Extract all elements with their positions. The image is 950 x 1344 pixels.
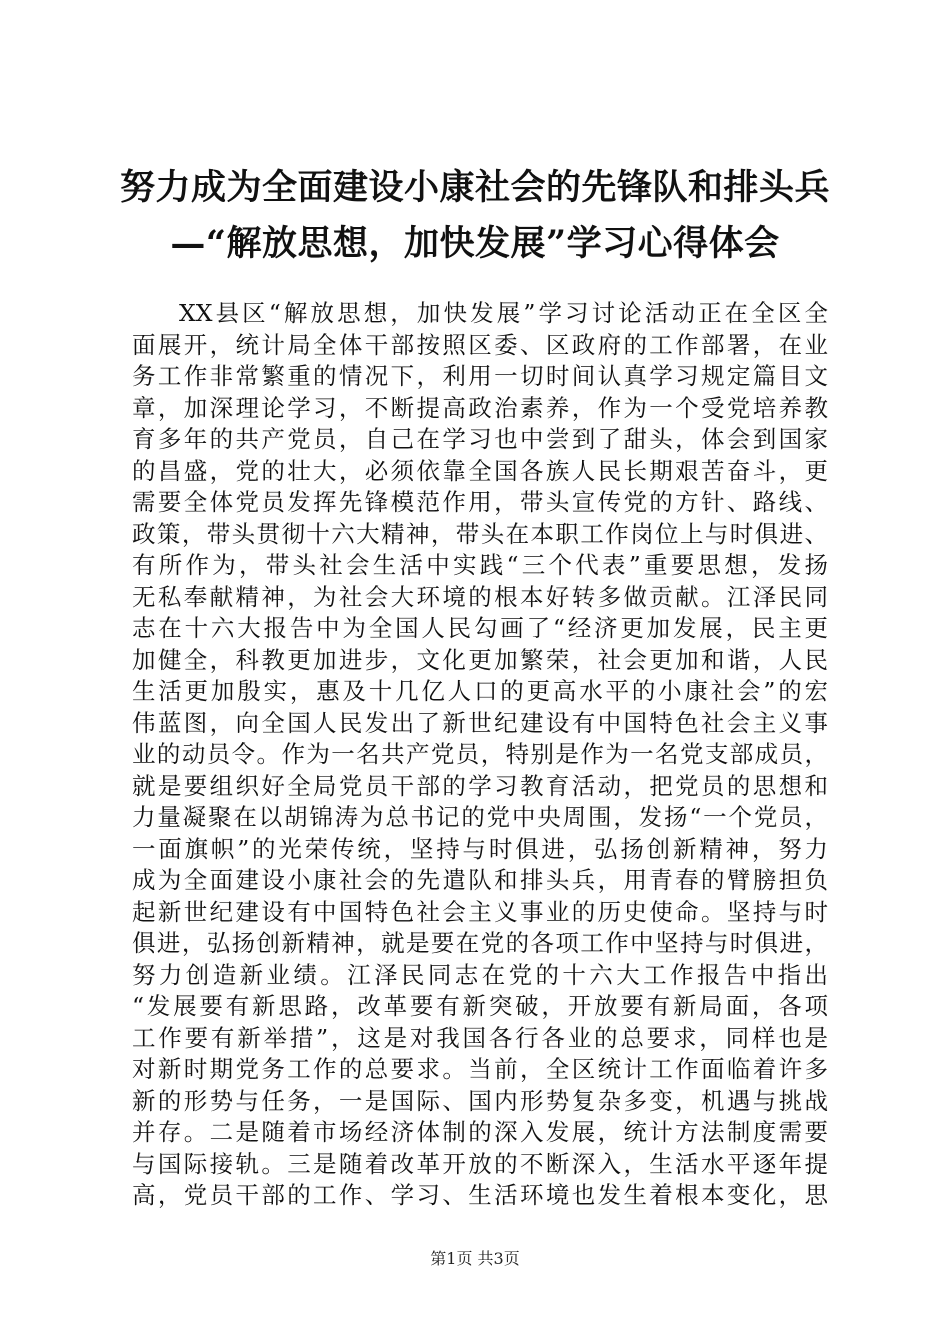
body-line: 面展开，统计局全体干部按照区委、区政府的工作部署，在业 xyxy=(132,330,828,359)
body-line: 政策，带头贯彻十六大精神，带头在本职工作岗位上与时俱进、 xyxy=(132,519,828,548)
body-line: 的昌盛，党的壮大，必须依靠全国各族人民长期艰苦奋斗，更 xyxy=(132,456,828,485)
title-line-main: 努力成为全面建设小康社会的先锋队和排头兵 xyxy=(120,167,831,208)
body-line: 业的动员令。作为一名共产党员，特别是作为一名党支部成员， xyxy=(132,740,828,768)
body-line: 就是要组织好全局党员干部的学习教育活动，把党员的思想和 xyxy=(132,771,828,800)
body-line: 需要全体党员发挥先锋模范作用，带头宣传党的方针、路线、 xyxy=(132,488,828,516)
body-line: 新的形势与任务，一是国际、国内形势复杂多变，机遇与挑战 xyxy=(132,1086,828,1115)
body-line: 力量凝聚在以胡锦涛为总书记的党中央周围，发扬“一个党员， xyxy=(132,803,828,831)
body-line: 育多年的共产党员，自己在学习也中尝到了甜头，体会到国家 xyxy=(132,425,828,453)
body-line: 高，党员干部的工作、学习、生活环境也发生着根本变化，思 xyxy=(132,1181,828,1209)
body-line: 无私奉献精神，为社会大环境的根本好转多做贡献。江泽民同 xyxy=(132,582,828,611)
body-line: 一面旗帜”的光荣传统，坚持与时俱进，弘扬创新精神，努力 xyxy=(132,834,828,863)
body-line: 有所作为，带头社会生活中实践“三个代表”重要思想，发扬 xyxy=(132,551,828,579)
body-line: 伟蓝图，向全国人民发出了新世纪建设有中国特色社会主义事 xyxy=(132,708,828,737)
body-line: 工作要有新举措”，这是对我国各行各业的总要求，同样也是 xyxy=(132,1023,828,1052)
body-line: 努力创造新业绩。江泽民同志在党的十六大工作报告中指出 xyxy=(132,960,828,989)
body-line: 务工作非常繁重的情况下，利用一切时间认真学习规定篇目文 xyxy=(132,362,828,390)
body-line: 并存。二是随着市场经济体制的深入发展，统计方法制度需要 xyxy=(132,1118,828,1146)
body-line: 对新时期党务工作的总要求。当前，全区统计工作面临着许多 xyxy=(132,1055,828,1083)
body-line: 成为全面建设小康社会的先遣队和排头兵，用青春的臂膀担负 xyxy=(132,866,828,894)
body-line: 生活更加殷实，惠及十几亿人口的更高水平的小康社会”的宏 xyxy=(132,677,828,705)
body-line: 章，加深理论学习，不断提高政治素养，作为一个受党培养教 xyxy=(132,393,828,422)
body-line: 俱进，弘扬创新精神，就是要在党的各项工作中坚持与时俱进， xyxy=(132,929,828,957)
body-line: 志在十六大报告中为全国人民勾画了“经济更加发展，民主更 xyxy=(132,614,828,642)
body-line: XX县区“解放思想，加快发展”学习讨论活动正在全区全 xyxy=(179,299,828,327)
body-paragraph xyxy=(132,298,828,1212)
body-line: 与国际接轨。三是随着改革开放的不断深入，生活水平逐年提 xyxy=(132,1149,828,1178)
body-line: 起新世纪建设有中国特色社会主义事业的历史使命。坚持与时 xyxy=(132,897,828,926)
body-line: 加健全，科教更加进步，文化更加繁荣，社会更加和谐，人民 xyxy=(132,645,828,674)
page-number-footer: 第1页 共3页 xyxy=(430,1249,520,1268)
title-line-subtitle: —“解放思想，加快发展”学习心得体会 xyxy=(170,223,780,264)
document-title xyxy=(120,160,830,272)
body-line: “发展要有新思路，改革要有新突破，开放要有新局面，各项 xyxy=(132,992,828,1020)
